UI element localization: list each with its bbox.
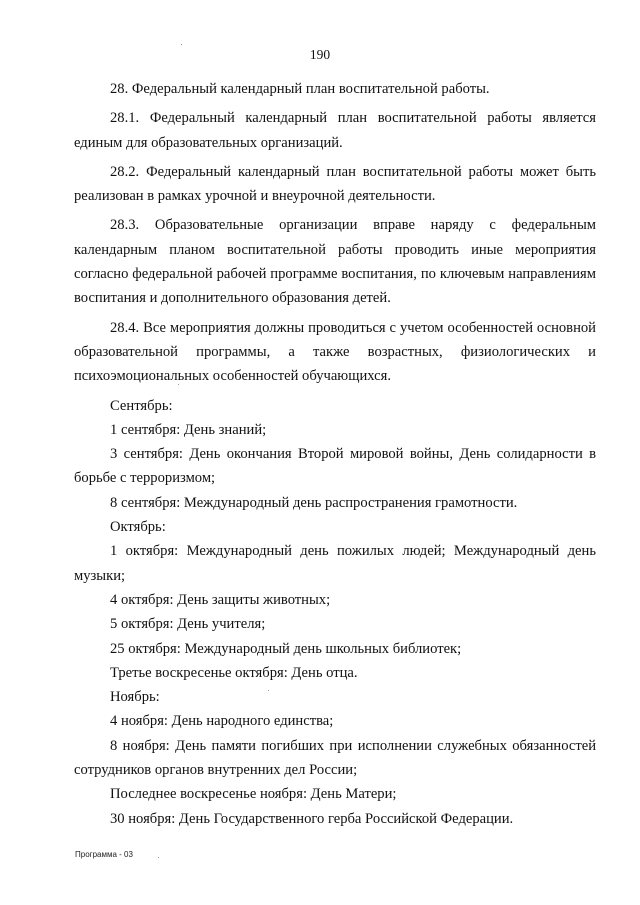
scan-speck [268,690,269,691]
scan-speck [178,384,179,385]
calendar-entry: 4 ноября: День народного единства; [110,713,334,730]
calendar-entry: Последнее воскресенье ноября: День Матери; [110,786,397,803]
calendar-entry: 8 сентября: Международный день распространения грамотности. [110,494,518,511]
page-number: 190 [309,47,331,62]
calendar-entry: 8 ноября: День памяти погибших при исполнении служебных обязанностей сотрудников органов внутренних дел России; [74,737,596,779]
calendar-entry: 5 октября: День учителя; [110,616,266,633]
calendar-entry: 30 ноября: День Государственного герба Российской Федерации. [110,810,514,827]
calendar-entry: Третье воскресенье октября: День отца. [110,664,358,681]
section-heading: 28. Федеральный календарный план воспитательной работы. [110,81,490,97]
scan-speck [181,44,182,45]
calendar-entry: 25 октября: Международный день школьных библиотек; [110,640,462,657]
paragraph: 28.2. Федеральный календарный план воспитательной работы может быть реализован в рамках урочной и внеурочной деятельности. [74,163,596,205]
calendar-entry: 4 октября: День защиты животных; [110,591,331,608]
footer-label: Программа - 03 [75,850,133,859]
paragraph: 28.4. Все мероприятия должны проводиться с учетом особенностей основной образовательной программы, а также возрастных, физиологических и психоэмоциональных особенностей обучающихся. [74,319,596,385]
scan-speck [158,857,159,858]
calendar-entry: 1 октября: Международный день пожилых людей; Международный день музыки; [74,543,596,584]
month-heading: Сентябрь: [110,397,173,414]
paragraph: 28.1. Федеральный календарный план воспитательной работы является единым для образовательных организаций. [74,110,596,151]
month-heading: Ноябрь: [110,689,160,706]
document-body [74,77,596,831]
month-heading: Октябрь: [110,519,166,536]
calendar-entry: 3 сентября: День окончания Второй мировой войны, День солидарности в борьбе с терроризмом; [74,446,596,487]
calendar-entry: 1 сентября: День знаний; [110,421,267,438]
paragraph: 28.3. Образовательные организации вправе наряду с федеральным календарным планом воспитательной работы проводить иные мероприятия согласно федеральной рабочей программе воспитания, по ключевым направлениям воспитания и дополнительного образования детей. [74,217,596,307]
